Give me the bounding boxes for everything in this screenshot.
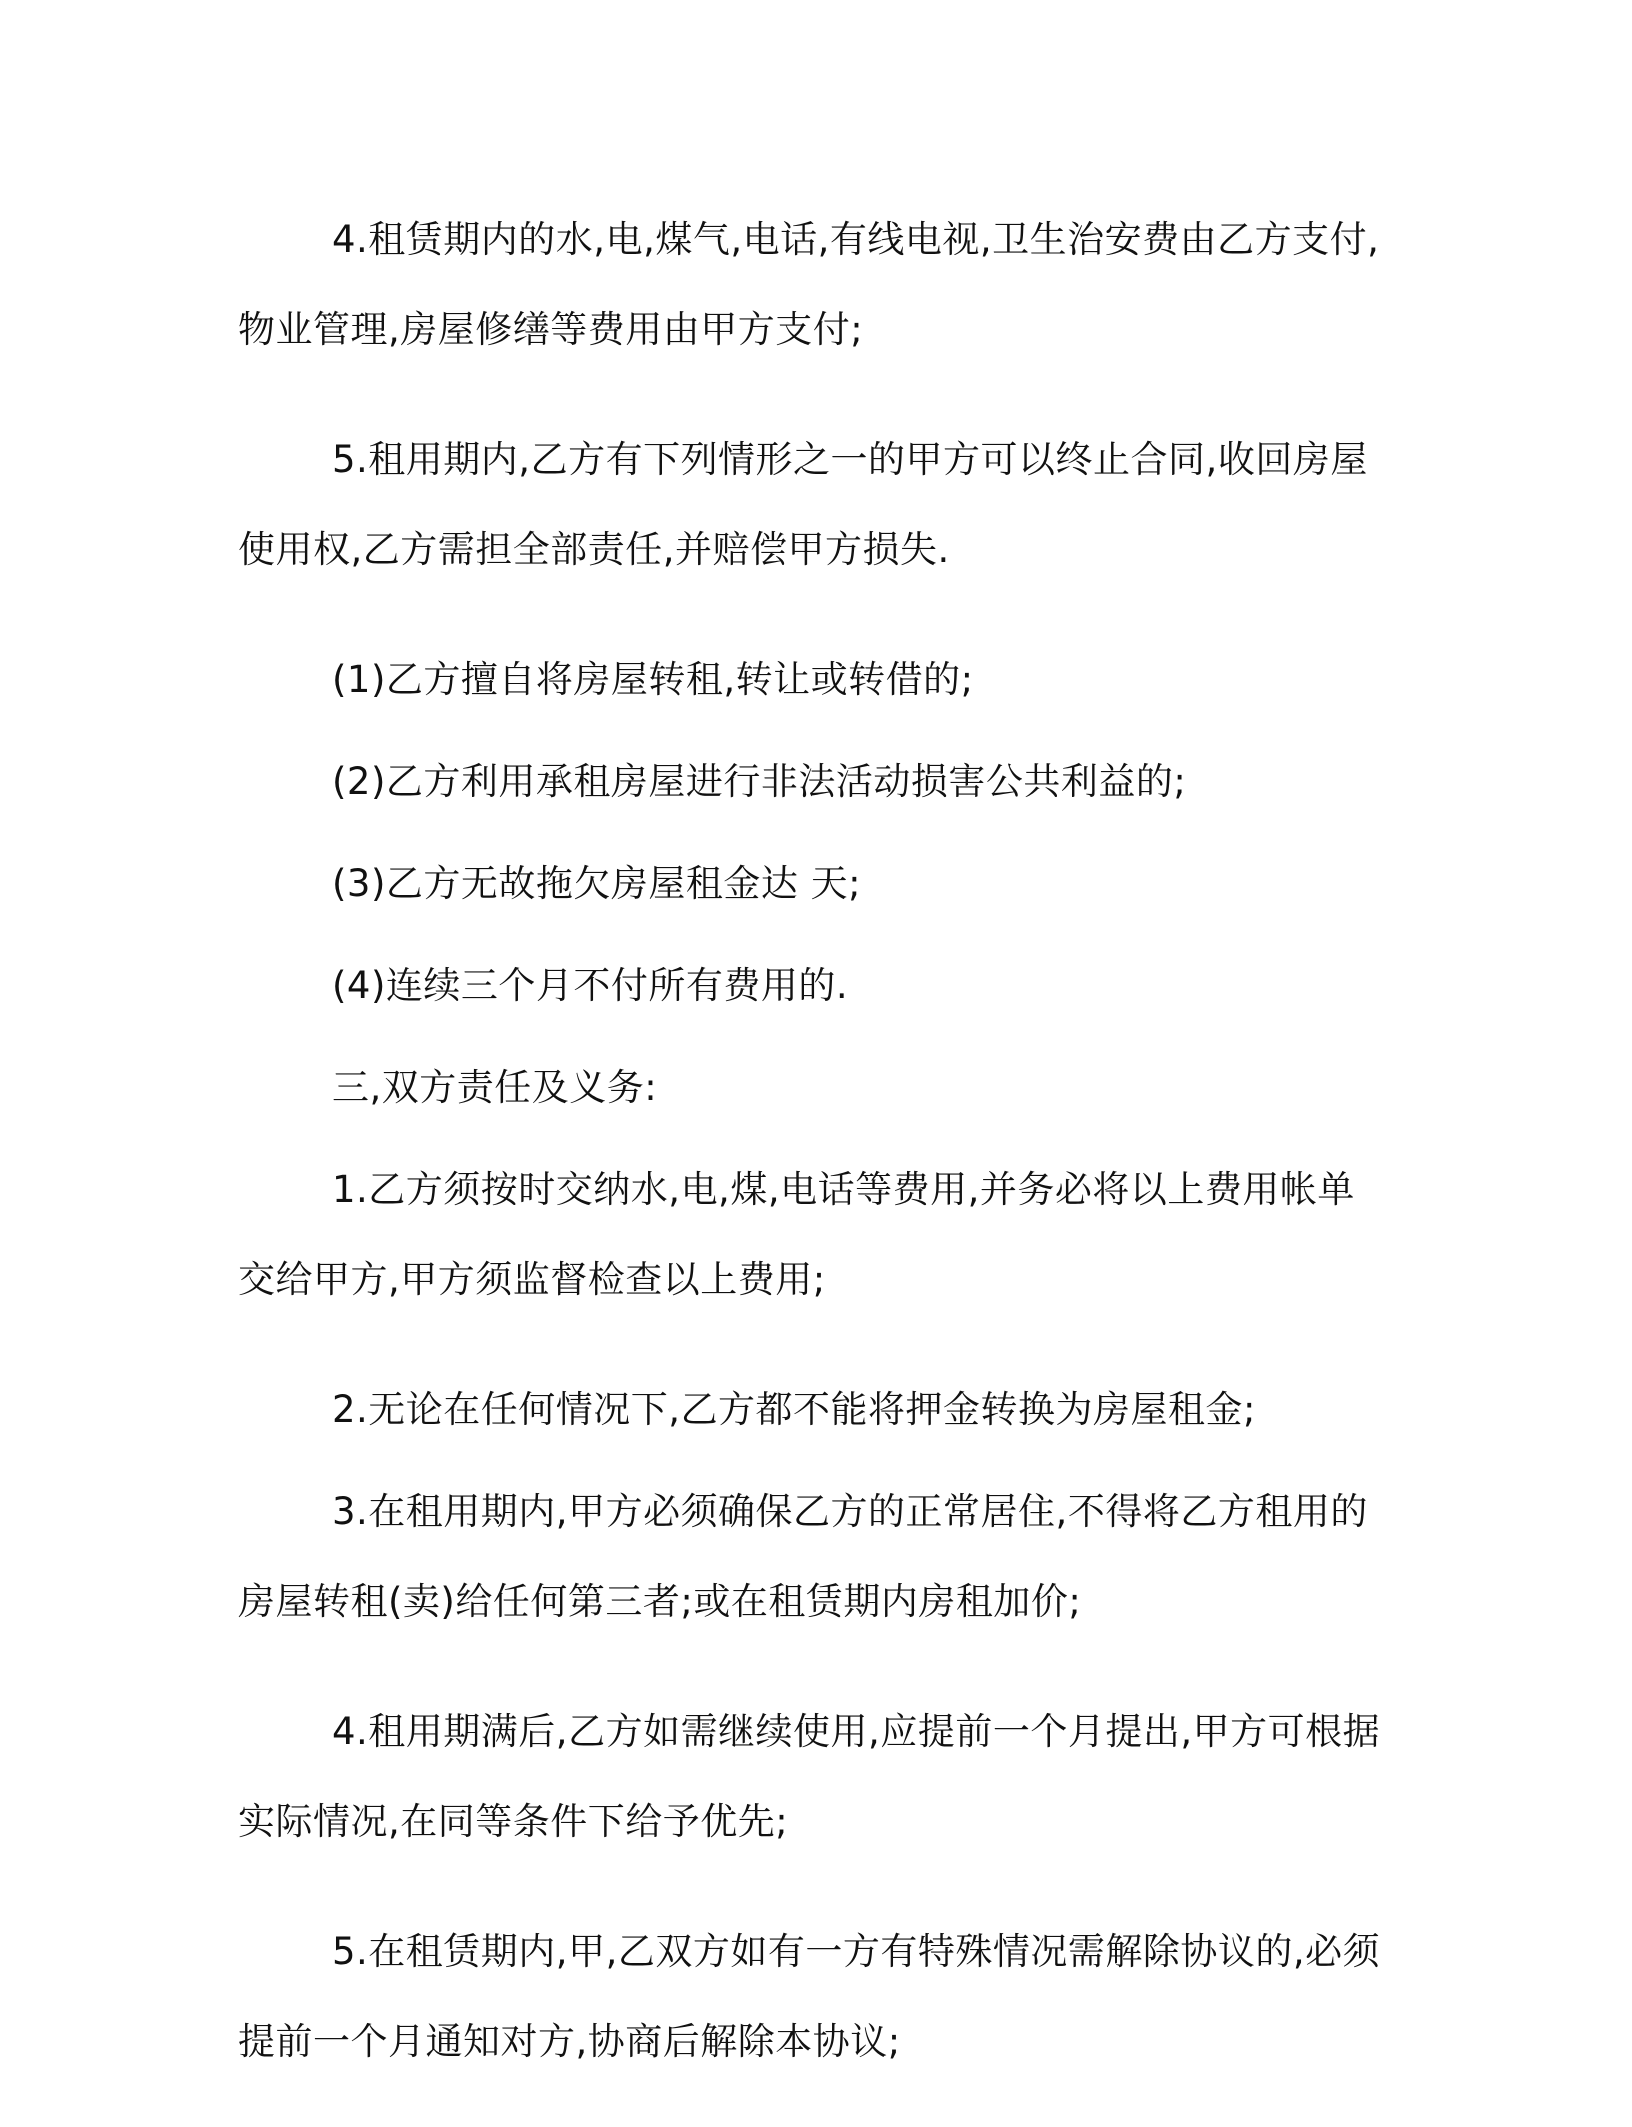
- section-heading-responsibilities: 三,双方责任及义务:: [332, 1066, 658, 1109]
- duty-item-3: 3.在租用期内,甲方必须确保乙方的正常居住,不得将乙方租用的房屋转租(卖)给任何第三者;或在租赁期内房租加价;: [238, 1490, 1368, 1623]
- duty-item-4: 4.租用期满后,乙方如需继续使用,应提前一个月提出,甲方可根据实际情况,在同等条件下给予优先;: [238, 1710, 1381, 1843]
- termination-item-4: (4)连续三个月不付所有费用的.: [332, 964, 849, 1007]
- duty-item-2: 2.无论在任何情况下,乙方都不能将押金转换为房屋租金;: [332, 1388, 1257, 1431]
- termination-item-1: (1)乙方擅自将房屋转租,转让或转借的;: [332, 658, 974, 701]
- duty-item-5: 5.在租赁期内,甲,乙双方如有一方有特殊情况需解除协议的,必须提前一个月通知对方,协商后解除本协议;: [238, 1930, 1381, 2063]
- termination-item-3: (3)乙方无故拖欠房屋租金达 天;: [332, 862, 862, 905]
- clause-utilities-payment: 4.租赁期内的水,电,煤气,电话,有线电视,卫生治安费由乙方支付,物业管理,房屋修缮等费用由甲方支付;: [238, 218, 1380, 351]
- duty-item-1: 1.乙方须按时交纳水,电,煤,电话等费用,并务必将以上费用帐单交给甲方,甲方须监督检查以上费用;: [238, 1168, 1355, 1301]
- clause-termination-conditions: 5.租用期内,乙方有下列情形之一的甲方可以终止合同,收回房屋使用权,乙方需担全部责任,并赔偿甲方损失.: [238, 438, 1368, 571]
- termination-item-2: (2)乙方利用承租房屋进行非法活动损害公共利益的;: [332, 760, 1187, 803]
- document-body: [238, 195, 1388, 2127]
